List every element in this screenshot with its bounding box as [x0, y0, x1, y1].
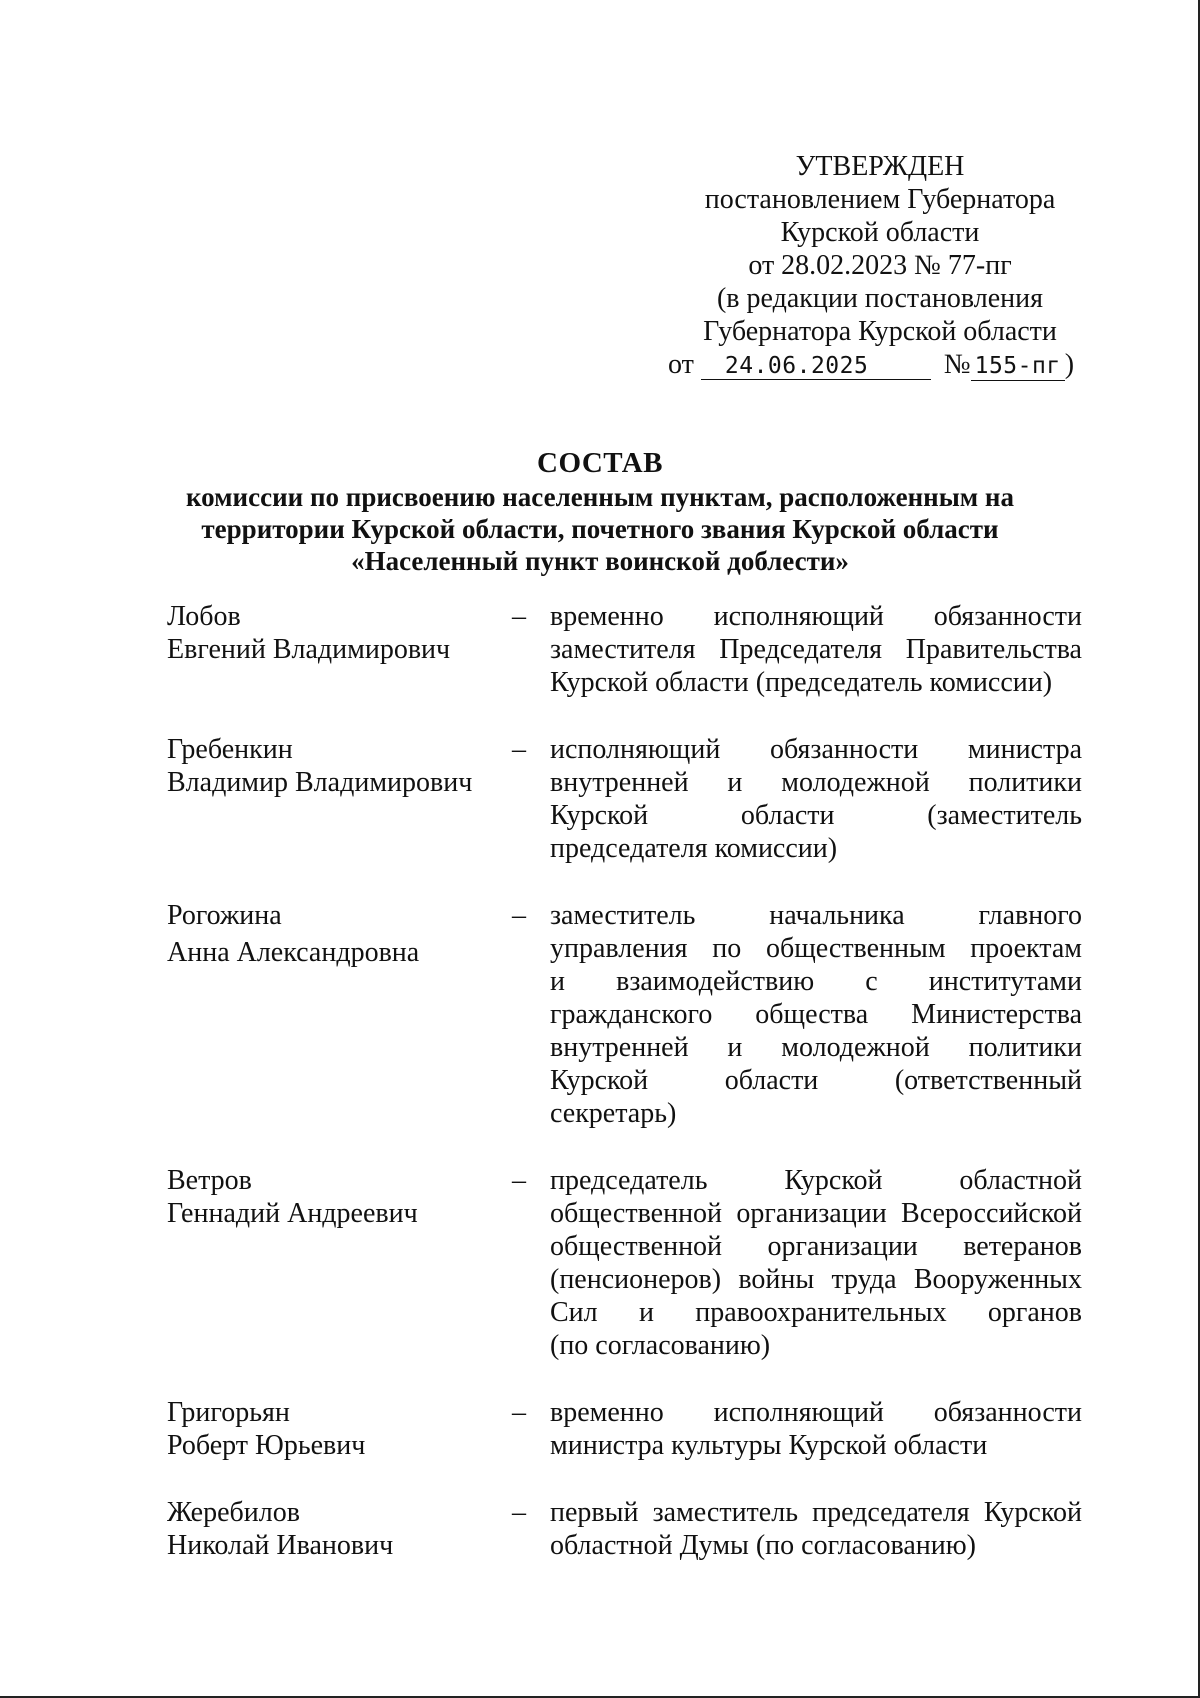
position-line: временно исполняющий обязанности — [550, 601, 1082, 632]
member-given-names: Роберт Юрьевич — [167, 1430, 366, 1461]
approval-line: постановлением Губернатора — [704, 184, 1056, 215]
position-line: временно исполняющий обязанности — [550, 1397, 1082, 1428]
number-sign-label: № — [943, 349, 971, 380]
position-line: министра культуры Курской области — [550, 1430, 988, 1461]
member-given-names: Владимир Владимирович — [167, 767, 473, 798]
amendment-date-field: 24.06.2025 — [701, 350, 931, 380]
position-line: внутренней и молодежной политики — [550, 1032, 1082, 1063]
member-name — [167, 1164, 507, 1230]
approval-heading: УТВЕРЖДЕН — [795, 151, 965, 182]
position-line: Курской области (ответственный — [550, 1065, 1082, 1096]
member-position — [550, 899, 1082, 1130]
position-line: заместителя Председателя Правительства — [550, 634, 1082, 665]
position-line: председателя комиссии) — [550, 833, 838, 864]
position-line: и взаимодействию с институтами — [550, 966, 1082, 997]
position-line: (пенсионеров) войны труда Вооруженных — [550, 1264, 1082, 1295]
dash-separator: – — [512, 900, 526, 931]
amendment-date-line — [620, 348, 1140, 381]
approval-line: (в редакции постановления — [716, 283, 1044, 314]
member-surname: Рогожина — [167, 900, 282, 931]
position-line: Сил и правоохранительных органов — [550, 1297, 1082, 1328]
member-position — [550, 1396, 1082, 1462]
member-surname: Григорьян — [167, 1397, 290, 1428]
subtitle-line: «Населенный пункт воинской доблести» — [351, 546, 849, 576]
subtitle-line: комиссии по присвоению населенным пунктам, расположенным на — [185, 482, 1014, 512]
member-given-names: Евгений Владимирович — [167, 634, 451, 665]
dash-separator: – — [512, 601, 526, 632]
dash-separator: – — [512, 1397, 526, 1428]
member-entry — [167, 600, 1082, 699]
position-line: исполняющий обязанности министра — [550, 734, 1082, 765]
member-given-names: Геннадий Андреевич — [167, 1198, 418, 1229]
position-line: областной Думы (по согласованию) — [550, 1530, 976, 1561]
member-surname: Жеребилов — [167, 1497, 300, 1528]
position-line: внутренней и молодежной политики — [550, 767, 1082, 798]
position-line: (по согласованию) — [550, 1330, 771, 1361]
position-line: первый заместитель председателя Курской — [550, 1497, 1082, 1528]
member-position — [550, 600, 1082, 699]
position-line: Курской области (председатель комиссии) — [550, 667, 1053, 698]
position-line: заместитель начальника главного — [550, 900, 1082, 931]
member-given-names: Анна Александровна — [167, 937, 420, 968]
member-name — [167, 1496, 507, 1562]
approval-original-date: от 28.02.2023 № 77-пг — [748, 250, 1012, 281]
member-surname: Ветров — [167, 1165, 252, 1196]
subtitle-line: территории Курской области, почетного звания Курской области — [201, 514, 999, 544]
member-surname: Лобов — [167, 601, 241, 632]
member-entry — [167, 899, 1082, 1130]
approval-line: Курской области — [780, 217, 980, 248]
member-entry — [167, 733, 1082, 865]
dash-separator: – — [512, 734, 526, 765]
position-line: Курской области (заместитель — [550, 800, 1082, 831]
member-name — [167, 899, 507, 969]
dash-separator: – — [512, 1497, 526, 1528]
member-name — [167, 1396, 507, 1462]
commission-members-list — [167, 600, 1082, 1562]
position-line: гражданского общества Министерства — [550, 999, 1082, 1030]
position-line: общественной организации Всероссийской — [550, 1198, 1082, 1229]
member-position — [550, 1496, 1082, 1562]
member-entry — [167, 1396, 1082, 1462]
document-title: СОСТАВ — [537, 447, 663, 479]
document-title-block — [100, 445, 1100, 577]
from-label: от — [668, 349, 694, 380]
document-subtitle — [100, 481, 1100, 577]
member-given-names: Николай Иванович — [167, 1530, 394, 1561]
position-line: председатель Курской областной — [550, 1165, 1082, 1196]
member-entry — [167, 1496, 1082, 1562]
member-entry — [167, 1164, 1082, 1362]
member-name — [167, 733, 507, 799]
approval-stamp-block — [620, 150, 1140, 381]
member-position — [550, 733, 1082, 865]
position-line: общественной организации ветеранов — [550, 1231, 1082, 1262]
member-surname: Гребенкин — [167, 734, 293, 765]
closing-paren: ) — [1064, 349, 1075, 380]
member-name — [167, 600, 507, 666]
position-line: управления по общественным проектам — [550, 933, 1082, 964]
dash-separator: – — [512, 1165, 526, 1196]
position-line: секретарь) — [550, 1098, 677, 1129]
approval-line: Губернатора Курской области — [703, 316, 1057, 347]
amendment-number-field: 155-пг — [971, 350, 1065, 381]
member-position — [550, 1164, 1082, 1362]
